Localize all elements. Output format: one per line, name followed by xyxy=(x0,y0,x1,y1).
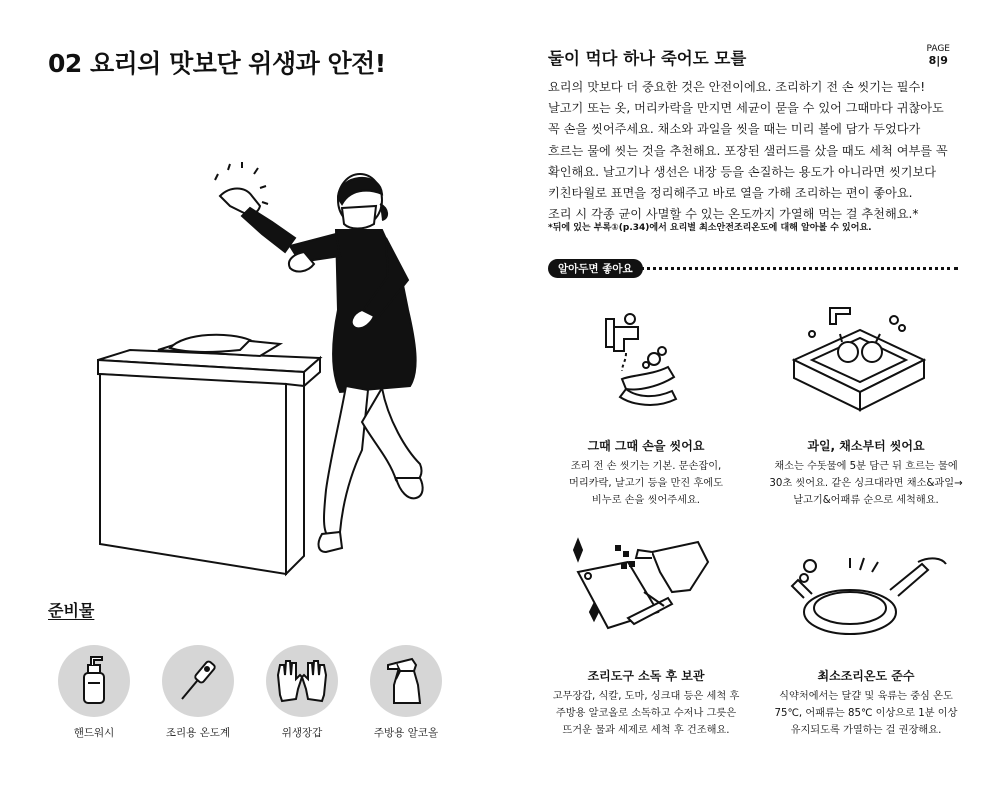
body-line: 확인해요. 날고기나 생선은 내장 등을 손질하는 용도가 아니라면 씻기보다 xyxy=(548,164,937,179)
spray-bottle-icon xyxy=(370,645,442,717)
supply-label: 조리용 온도계 xyxy=(165,727,231,739)
disinfect-tools-icon xyxy=(568,532,728,642)
body-line: 날고기 또는 옷, 머리카락을 만지면 세균이 묻을 수 있어 그때마다 귀찮아도 xyxy=(548,101,944,116)
supply-label: 위생장갑 xyxy=(281,727,323,739)
section-title: 둘이 먹다 하나 죽어도 모를 xyxy=(548,49,747,68)
tip-line: 주방용 알코올로 소독하고 수저나 그릇은 xyxy=(555,708,737,719)
tip-title: 조리도구 소독 후 보관 xyxy=(587,669,705,683)
tip-line: 뜨거운 물과 세제로 세척 후 건조해요. xyxy=(562,725,730,736)
body-line: 조리 시 각종 균이 사멸할 수 있는 온도까지 가열해 먹는 걸 추천해요.* xyxy=(548,207,919,222)
body-line: 키친타월로 표면을 정리해주고 바로 열을 가해 조리하는 편이 좋아요. xyxy=(548,186,913,201)
body-line: 흐르는 물에 씻는 것을 추천해요. 포장된 샐러드를 샀을 때도 세척 여부를 꼭 xyxy=(548,143,948,158)
page-number xyxy=(926,44,950,66)
hand-wash-bottle-icon xyxy=(58,645,130,717)
tip-line: 비누로 손을 씻어주세요. xyxy=(591,495,701,506)
tip-line: 날고기&어패류 순으로 세척해요. xyxy=(793,495,939,506)
supply-thermometer xyxy=(148,645,248,740)
kitchen-counter xyxy=(98,335,320,574)
tip-card-3 xyxy=(538,667,754,739)
supply-hand-wash xyxy=(44,645,144,740)
tip-label: 알아두면 좋아요 xyxy=(548,259,643,278)
supply-label: 주방용 알코올 xyxy=(373,727,439,739)
tip-line: 75℃, 어패류는 85℃ 이상으로 1분 이상 xyxy=(774,708,958,719)
tip-line: 머리카락, 날고기 등을 만진 후에도 xyxy=(569,478,723,489)
page-numbers: 8|9 xyxy=(928,54,948,67)
tip-header-bar xyxy=(548,259,958,277)
body-line: 꼭 손을 씻어주세요. 채소와 과일을 씻을 때는 미리 볼에 담가 두었다가 xyxy=(548,122,921,137)
page-title: 02 요리의 맛보단 위생과 안전! xyxy=(48,49,386,78)
gloves-icon xyxy=(266,645,338,717)
page-word: PAGE xyxy=(926,44,950,54)
tip-line: 고무장갑, 식칼, 도마, 싱크대 등은 세척 후 xyxy=(552,691,740,702)
supply-spray xyxy=(356,645,456,740)
supply-gloves xyxy=(252,645,352,740)
tip-line: 유지되도록 가열하는 걸 권장해요. xyxy=(790,725,942,736)
woman-kitchen-illustration xyxy=(90,160,450,580)
tip-title: 과일, 채소부터 씻어요 xyxy=(807,439,925,453)
hand-washing-icon xyxy=(592,305,702,415)
supply-label: 핸드워시 xyxy=(73,727,115,739)
tip-line: 채소는 수돗물에 5분 담근 뒤 흐르는 물에 xyxy=(774,461,958,472)
tip-line: 식약처에서는 달걀 및 육류는 중심 온도 xyxy=(779,691,953,702)
frying-pan-icon xyxy=(790,550,950,650)
sink-vegetables-icon xyxy=(790,300,930,420)
tip-card-4 xyxy=(762,667,970,739)
tip-card-2 xyxy=(758,437,974,509)
footnote: *뒤에 있는 부록①(p.34)에서 요리별 최소안전조리온도에 대해 알아볼 수 있어요. xyxy=(548,223,872,233)
body-line: 요리의 맛보다 더 중요한 것은 안전이에요. 조리하기 전 손 씻기는 필수! xyxy=(548,80,926,94)
tip-line: 조리 전 손 씻기는 기본. 문손잡이, xyxy=(570,461,722,472)
tip-title: 그때 그때 손을 씻어요 xyxy=(587,439,705,453)
body-paragraph xyxy=(548,77,958,225)
tip-line: 30초 씻어요. 같은 싱크대라면 채소&과일→ xyxy=(769,478,963,489)
dotted-divider xyxy=(640,267,958,270)
supplies-title: 준비물 xyxy=(48,601,95,620)
tip-title: 최소조리온도 준수 xyxy=(817,669,915,683)
thermometer-icon xyxy=(162,645,234,717)
tip-card-1 xyxy=(546,437,746,509)
